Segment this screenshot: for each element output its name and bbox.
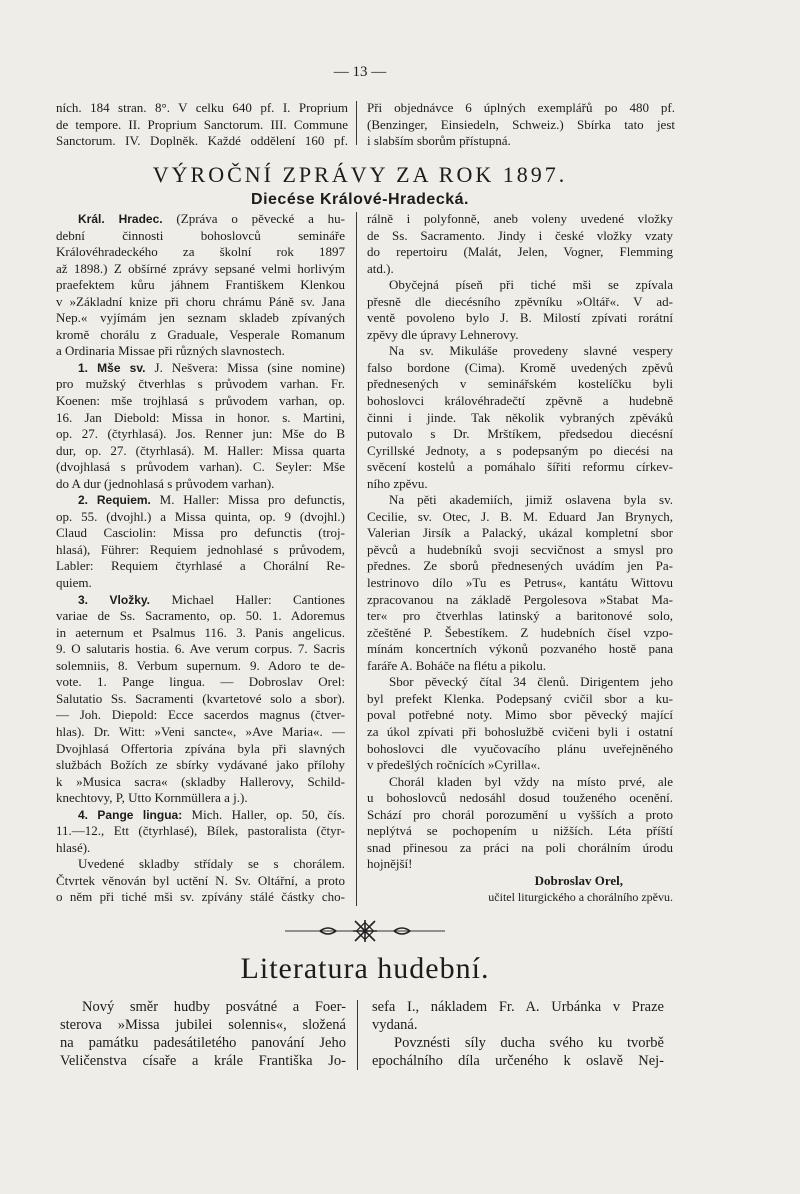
text-line: Na sv. Mikuláše provedeny slavné vespery [389,343,673,359]
text-line: op. 27. (čtyrhlasá). Jos. Renner jun: Mše do B [56,426,345,442]
report-column-left [56,211,345,906]
text-line: Labler: Requiem čtyrhlasé a Chorální Re- [56,558,345,574]
text-line: byl prefekt Klenka. Podepsaný cvičil sbor a ku- [367,690,673,706]
text-line: op. 55. (dvojhl.) a Missa quinta, op. 9 (dvojhl.) [56,508,345,524]
text-line: Na pěti akademiích, jimiž oslavena byla sv. [389,492,673,508]
text-line: ního zpěvu. [367,475,428,491]
text-line: quiem. [56,575,92,591]
paragraph [56,492,345,591]
text-line: in aeternum et Psalmus 116. 3. Panis angelicus. [56,624,345,640]
text-line: Dvojhlasá Offertoria zpívána byla při slavných [56,740,345,756]
text-line: solemniis, 8. Verbum supernum. 9. Adoro te de- [56,657,345,673]
text-line: falso bordone (Cima). Kromě uvedených zpěvů [367,359,673,375]
text-line: hlasé). [56,839,91,855]
text-line: Schází pro chorál porozumění u vyšších a proto [367,806,673,822]
section-heading: VÝROČNÍ ZPRÁVY ZA ROK 1897. [152,162,568,187]
ornament-divider-icon [285,920,445,942]
paragraph [56,360,345,492]
text-line: službách Božích ze sbírky vydávané jako přílohy [56,757,345,773]
text-line: zpěvy dle úpravy Lehnerovy. [367,326,519,342]
text-line: do A dur (jednohlasá s průvodem varhan). [56,475,275,491]
text-line: variae de Ss. Sacramento, op. 50. 1. Adoremus [56,608,345,624]
column-divider [356,212,357,906]
text-line: hlas). Dr. Witt: »Veni sancte«, »Ave Maria«. — [56,723,345,739]
text-line: o něm při tiché mši sv. zpívány stálé částky cho- [56,889,345,905]
text-line: Claud Casciolin: Missa pro defunctis (troj- [56,525,345,541]
text-line: Sanctorum. IV. Doplněk. Každé oddělení 160 pf. [56,134,348,149]
text-line: činni i jinde. Tak několik vybraných zpěváků [367,409,673,425]
text-line: praefektem kůru jáhnem Františkem Klenkou [56,277,345,293]
report-column-right [367,211,673,906]
top-right-column [367,101,675,151]
text-line: mínám koncertních výkonů pozvaného hostě pana [367,641,673,657]
text-line: bohoslovci dle vyučovacího plánu uveřejněného [367,740,673,756]
page-number: — 13 — [333,64,387,80]
text-line: svěcení kostelů a pomáhalo šířiti reformu církev- [367,459,673,475]
text-line: Sbor pěvecký čítal 34 členů. Dirigentem jeho [389,674,673,690]
column-divider [356,101,357,145]
text-line: vote. 1. Pange lingua. — Dobroslav Orel: [56,674,345,690]
section-subheading: Diecése Králové-Hradecká. [251,191,469,208]
text-line: faráře A. Boháče na flétu a pikolu. [367,657,547,673]
paragraph-lead: Král. Hradec. [78,212,163,226]
text-line: bohoslovci královéhradečtí zpěvně a hudebně [367,393,673,409]
paragraph [56,592,345,807]
text-line: pěvců a hudebníků svoji secvičnost a smysl pro [367,541,673,557]
text-line: i slabším sborům přístupná. [367,134,511,149]
text-line: vydaná. [372,1017,418,1033]
text-line: v předešlých ročnících »Cyrilla«. [367,757,541,773]
column-divider [357,1000,358,1070]
text-line: dební činnosti bohoslovců semináře [56,227,345,243]
paragraph [56,807,345,857]
text-line: Uvedené skladby střídaly se s chorálem. [78,856,345,872]
text-line: kromě chorálu z Graduale, Vesperale Romanum [56,326,345,342]
text-line: na památku padesátiletého panování Jeho [60,1035,346,1051]
text-line: 9. O salutaris hostia. 6. Ave verum corpus. 7. Sacris [56,641,345,657]
text-line: knechtovy, P, Utto Kornmüllera a j.). [56,790,248,806]
paragraph [367,492,673,674]
text-line: Nep.« vyjímám jen seznam skladeb zpívaných [56,310,345,326]
text-line: atd.). [367,260,394,276]
text-line: 2. Requiem. M. Haller: Missa pro defunctis, [78,492,345,508]
text-line: k »Musica sacra« (skladby Hallerovy, Schild- [56,773,345,789]
text-line: ventě povoleno bylo J. B. Milostí zpívati rorátní [367,310,673,326]
text-line: ních. 184 stran. 8°. V celku 640 pf. I. Proprium [56,101,348,115]
text-line: lestrinovo dílo »Tu es Petrus«, kantátu Wittovu [367,575,673,591]
text-line: Povznésti síly ducha svého ku tvorbě [394,1035,664,1051]
text-line: sefa I., nákladem Fr. A. Urbánka v Praze [372,999,664,1015]
signature-name: Dobroslav Orel, [534,872,623,888]
text-line: hlasá), Führer: Requiem jednohlasé s průvodem, [56,541,345,557]
text-line: u bohoslovců nedosáhl dosud touženého ocenění. [367,790,673,806]
text-line: přednesených v seminářském kostelíčku byli [367,376,673,392]
text-line: dur, op. 27. (čtyrhlasá). M. Haller: Missa quarta [56,442,345,458]
text-line: přesně dle diecésního zpěvníku »Oltář«. V ad- [367,293,673,309]
text-line: 4. Pange lingua: Mich. Haller, op. 50, čís. [78,806,345,822]
text-line: de tempore. II. Proprium Sanctorum. III. Commune [56,117,348,132]
text-line: za úkol zpívati při bohoslužbě cvičeni byli i ostatní [367,723,673,739]
text-line: Valerian Jirsík a Palacký, ukázal kompletní sbor [367,525,673,541]
paragraph [367,211,673,277]
text-line: neplýtvá se pochopením u nižších. Léta příští [367,823,673,839]
text-line: Při objednávce 6 úplných exemplářů po 480 pf. [367,101,675,115]
top-left-column [56,101,348,151]
text-line: ter« pro čtverhlas latinský a baritonové solo, [367,608,673,624]
text-line: Koenen: mše trojhlasá s průvodem varhan, op. [56,393,345,409]
text-line: rálně i polyfonně, aneb voleny uvedené vložky [367,211,673,226]
paragraph [367,277,673,343]
text-line: (dvojhlasá s průvodem varhan). C. Seyler: Mše [56,459,345,475]
text-line: sterova »Missa jubilei solennis«, složená [60,1017,346,1033]
paragraph [367,774,673,873]
text-line: Chorál kladen byl vždy na místo prvé, ale [389,773,673,789]
text-line: Cecilie, sv. Otec, J. B. M. Eduard Jan Brynych, [367,508,673,524]
literature-heading: Literatura hudební. [240,952,490,985]
text-line: přednes. Ze sborů přednesených uvádím jen Pa- [367,558,673,574]
text-line: (Benzinger, Einsiedeln, Schweiz.) Sbírka tato jest [367,117,675,132]
text-line: v »Základní knize při choru chrámu Páně sv. Jana [56,293,345,309]
paragraph-lead: 3. Vložky. [78,592,150,607]
text-line: Salutatio Ss. Sacramenti (kvartetové solo a sbor). [56,690,345,706]
text-line: a Ordinaria Missae při různých slavnostech. [56,343,285,359]
text-line: poval potřebné noty. Mimo sbor pěvecký mající [367,707,673,723]
text-line: pro mužský čtverhlas s průvodem varhan. Fr. [56,376,345,392]
text-line: 3. Vložky. Michael Haller: Cantiones [78,591,345,607]
text-line: — Joh. Diepold: Ecce sacerdos magnus (čtver- [56,707,345,723]
text-line: Obyčejná píseň při tiché mši se zpívala [389,277,673,293]
text-line: Královéhradeckého za školní rok 1897 [56,244,345,260]
text-line: Nový směr hudby posvátné a Foer- [82,999,346,1015]
signature-title: učitel liturgického a chorálního zpěvu. [488,890,673,905]
text-line: 1. Mše sv. J. Nešvera: Missa (sine nomine) [78,359,345,375]
paragraph [367,674,673,773]
paragraph [56,211,345,360]
text-line: zpracovanou na základě Pergolesova »Stabat Ma- [367,591,673,607]
text-line: Král. Hradec. (Zpráva o pěvecké a hu- [78,211,345,226]
literature-column-left [60,998,346,1070]
text-line: Čtvrtek věnován byl uctění N. Sv. Oltářní, a proto [56,872,345,888]
text-line: de Ss. Sacramento. Jindy i české vložky vzaty [367,227,673,243]
text-line: 11.—12., Ett (čtyrhlasé), Bílek, pastoralista (čtyr- [56,823,345,839]
text-line: epochálního díla určeného k oslavě Nej- [372,1053,664,1069]
paragraph-lead: 2. Requiem. [78,493,151,508]
text-line: zčeštěné P. Šebestíkem. Z hudebních čísel vzpo- [367,624,673,640]
text-line: Cyrillské Jednoty, a s podepsaným po diecési na [367,442,673,458]
text-line: hojnější! [367,856,413,872]
paragraph-lead: 4. Pange lingua: [78,807,183,822]
literature-column-right [372,998,664,1070]
text-line: Veličenstva císaře a krále Františka Jo- [60,1053,346,1069]
paragraph [56,856,345,906]
text-line: do repertoiru (Malát, Jelen, Vogner, Flemming [367,244,673,260]
paragraph [367,343,673,492]
text-line: až 1898.) Z obšírné zprávy sepsané velmi horlivým [56,260,345,276]
text-line: 16. Jan Diebold: Missa in honor. s. Martini, [56,409,345,425]
paragraph-lead: 1. Mše sv. [78,360,146,375]
text-line: snad přinesou za práci na poli chorálním úrodu [367,839,673,855]
text-line: putovalo s Dr. Mrštíkem, předsedou diecésní [367,426,673,442]
